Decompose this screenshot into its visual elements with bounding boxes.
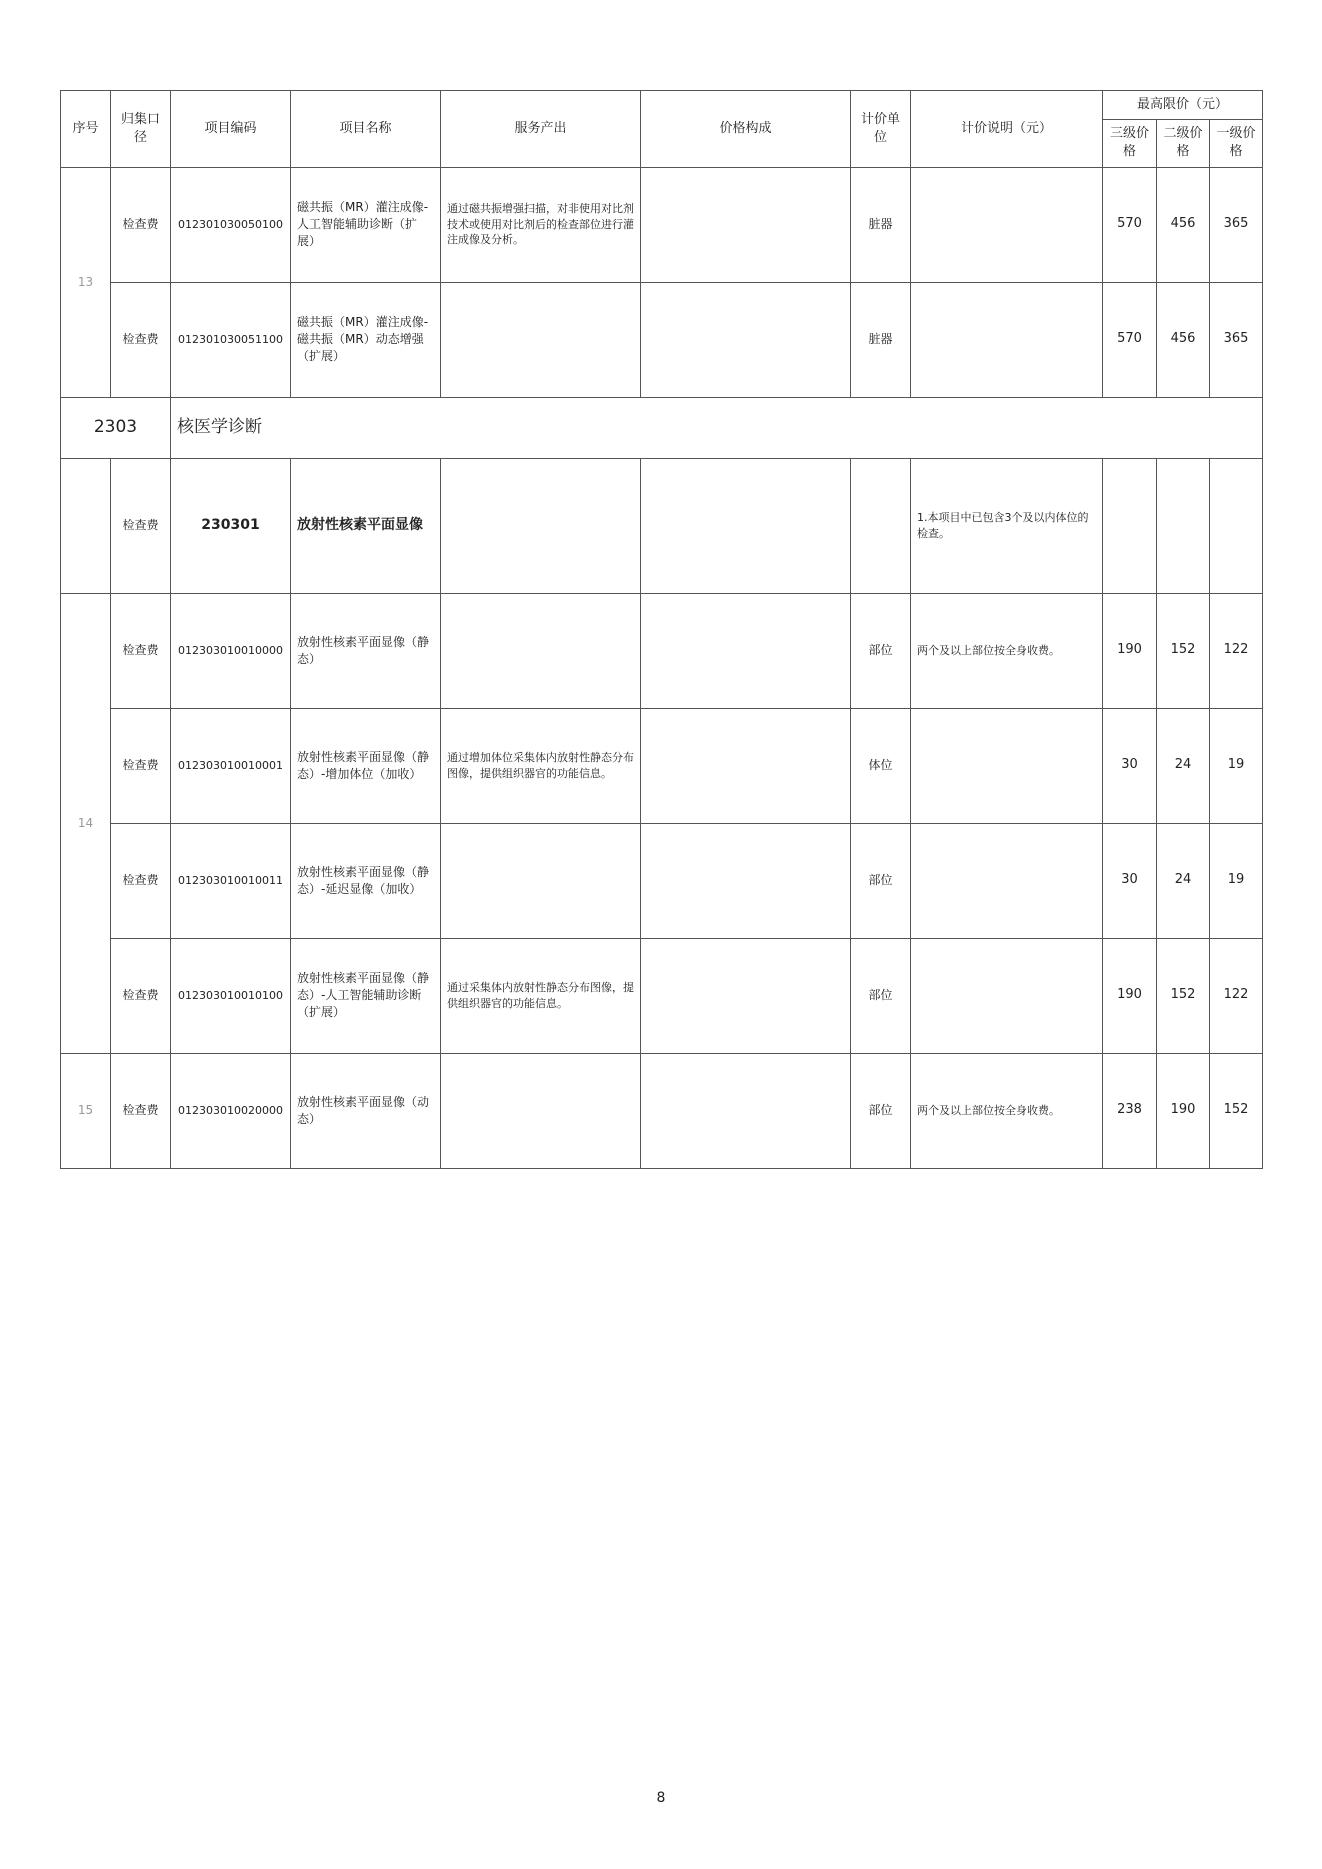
page-number: 8 [656,1790,666,1806]
header-seq: 序号 [61,91,111,168]
subsection-note-1: 1.本项目中已包含3个及以内体位的检查。 [917,511,1089,540]
section-row [61,397,1263,458]
cell-price-l2: 152 [1157,938,1210,1053]
cell-code: 012303010010000 [171,593,291,708]
cell-composition [641,167,851,282]
header-price-l3: 三级价格 [1103,120,1157,167]
cell-category: 检查费 [111,938,171,1053]
cell-output [441,1053,641,1168]
cell-note: 两个及以上部位按全身收费。 [911,1053,1103,1168]
cell-note [911,708,1103,823]
subsection-note [911,458,1103,593]
table-row [61,938,1263,1053]
cell-category: 检查费 [111,593,171,708]
cell-unit: 部位 [851,938,911,1053]
cell-price-l3: 238 [1103,1053,1157,1168]
table-row [61,282,1263,397]
cell-composition [641,282,851,397]
cell-unit: 脏器 [851,167,911,282]
cell-output: 通过采集体内放射性静态分布图像，提供组织器官的功能信息。 [441,938,641,1053]
cell-name: 放射性核素平面显像（静态）-增加体位（加收） [291,708,441,823]
cell-price-l2: 152 [1157,593,1210,708]
header-price-group: 最高限价（元） [1103,91,1263,120]
cell-code: 012301030050100 [171,167,291,282]
header-composition: 价格构成 [641,91,851,168]
subsection-row [61,458,1263,593]
cell-category: 检查费 [111,708,171,823]
cell-name: 放射性核素平面显像（静态） [291,593,441,708]
cell-price-l1: 152 [1210,1053,1263,1168]
cell-price-l2 [1157,458,1210,593]
cell-unit [851,458,911,593]
cell-price-l1: 19 [1210,823,1263,938]
table-row [61,167,1263,282]
cell-output: 通过增加体位采集体内放射性静态分布图像，提供组织器官的功能信息。 [441,708,641,823]
cell-price-l3: 30 [1103,708,1157,823]
price-table-sheet [60,90,1262,1169]
cell-code: 012303010010100 [171,938,291,1053]
cell-output: 通过磁共振增强扫描，对非使用对比剂技术或使用对比剂后的检查部位进行灌注成像及分析。 [441,167,641,282]
cell-price-l1 [1210,458,1263,593]
cell-price-l3: 30 [1103,823,1157,938]
cell-note [911,938,1103,1053]
header-name: 项目名称 [291,91,441,168]
cell-price-l1: 365 [1210,282,1263,397]
cell-price-l3 [1103,458,1157,593]
cell-unit: 部位 [851,1053,911,1168]
header-price-l1: 一级价格 [1210,120,1263,167]
section-code: 2303 [61,397,171,458]
cell-composition [641,458,851,593]
cell-seq: 13 [61,167,111,397]
table-row [61,708,1263,823]
table-header [61,91,1263,168]
cell-price-l2: 24 [1157,823,1210,938]
cell-price-l1: 365 [1210,167,1263,282]
table-row [61,1053,1263,1168]
cell-price-l1: 19 [1210,708,1263,823]
cell-price-l3: 570 [1103,282,1157,397]
header-category: 归集口径 [111,91,171,168]
header-code: 项目编码 [171,91,291,168]
cell-composition [641,938,851,1053]
cell-code: 012301030051100 [171,282,291,397]
header-unit: 计价单位 [851,91,911,168]
cell-code: 012303010010011 [171,823,291,938]
cell-seq [61,458,111,593]
cell-unit: 部位 [851,593,911,708]
cell-composition [641,708,851,823]
header-price-l2: 二级价格 [1157,120,1210,167]
header-output: 服务产出 [441,91,641,168]
cell-category: 检查费 [111,458,171,593]
cell-price-l2: 456 [1157,167,1210,282]
cell-name: 放射性核素平面显像（动态） [291,1053,441,1168]
cell-composition [641,1053,851,1168]
cell-seq: 15 [61,1053,111,1168]
cell-category: 检查费 [111,823,171,938]
cell-name: 磁共振（MR）灌注成像-人工智能辅助诊断（扩展） [291,167,441,282]
cell-unit: 体位 [851,708,911,823]
cell-note [911,823,1103,938]
cell-price-l2: 190 [1157,1053,1210,1168]
cell-name: 磁共振（MR）灌注成像-磁共振（MR）动态增强（扩展） [291,282,441,397]
cell-price-l2: 456 [1157,282,1210,397]
cell-name: 放射性核素平面显像（静态）-人工智能辅助诊断（扩展） [291,938,441,1053]
price-table [60,90,1263,1169]
cell-price-l1: 122 [1210,593,1263,708]
cell-category: 检查费 [111,1053,171,1168]
cell-note [911,167,1103,282]
subsection-name: 放射性核素平面显像 [291,458,441,593]
cell-output [441,823,641,938]
cell-category: 检查费 [111,167,171,282]
cell-note: 两个及以上部位按全身收费。 [911,593,1103,708]
header-note: 计价说明（元） [911,91,1103,168]
cell-code: 012303010020000 [171,1053,291,1168]
table-row [61,593,1263,708]
section-title: 核医学诊断 [171,397,1263,458]
table-row [61,823,1263,938]
cell-output [441,458,641,593]
cell-price-l3: 570 [1103,167,1157,282]
cell-note [911,282,1103,397]
cell-unit: 部位 [851,823,911,938]
cell-name: 放射性核素平面显像（静态）-延迟显像（加收） [291,823,441,938]
cell-category: 检查费 [111,282,171,397]
cell-output [441,282,641,397]
cell-code: 012303010010001 [171,708,291,823]
cell-composition [641,593,851,708]
cell-unit: 脏器 [851,282,911,397]
subsection-code: 230301 [171,458,291,593]
cell-price-l3: 190 [1103,593,1157,708]
cell-price-l3: 190 [1103,938,1157,1053]
cell-output [441,593,641,708]
cell-composition [641,823,851,938]
cell-price-l1: 122 [1210,938,1263,1053]
cell-price-l2: 24 [1157,708,1210,823]
cell-seq: 14 [61,593,111,1053]
